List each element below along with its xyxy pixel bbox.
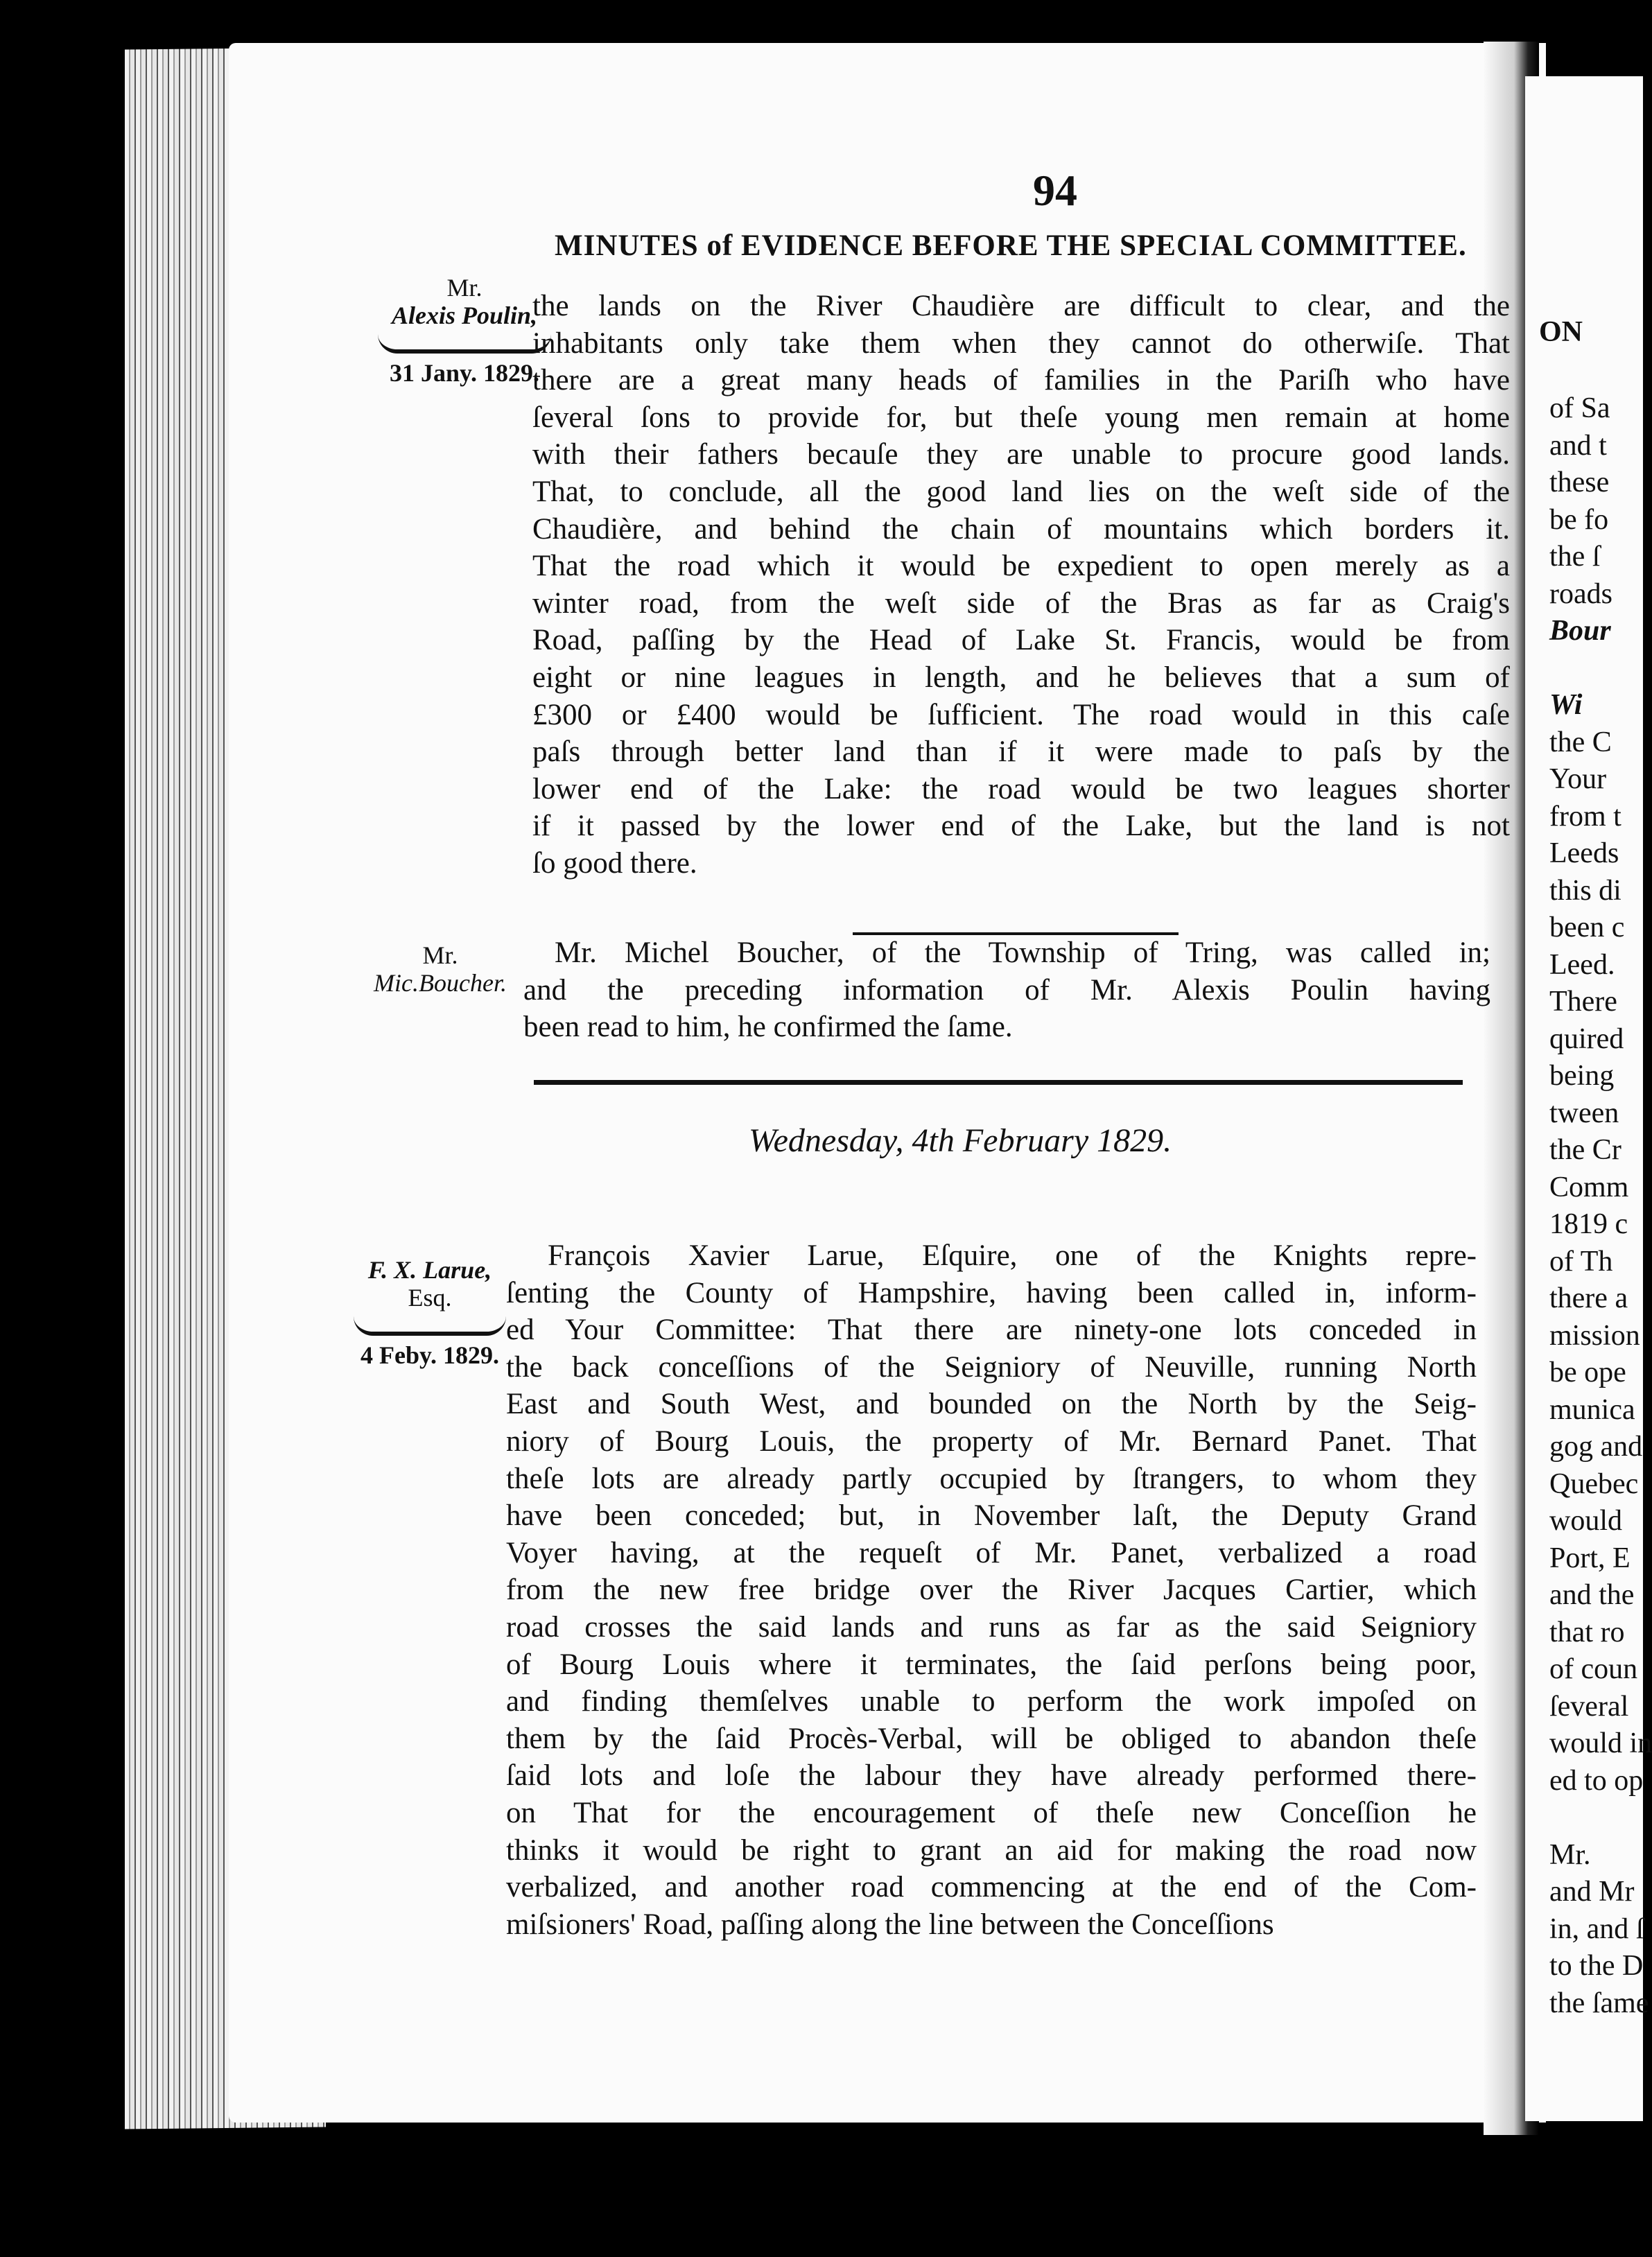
facing-page-line: Quebec [1549, 1467, 1639, 1500]
margin-note-title: Mr. [422, 941, 458, 969]
text-line: François Xavier Larue, Eſquire, one of the Knights repre- [548, 1239, 1477, 1272]
text-line: road crosses the said lands and runs as far as the said Seigniory [506, 1610, 1477, 1644]
text-line: of Bourg Louis where it terminates, the ſaid perſons being poor, [506, 1648, 1477, 1681]
facing-page-line: of Th [1549, 1245, 1613, 1278]
facing-page-line: of coun [1549, 1653, 1638, 1685]
text-line: if it passed by the lower end of the Lake, but the land is not [532, 810, 1510, 843]
margin-note-date: 4 Feby. 1829. [360, 1341, 499, 1369]
facing-page-line: the Cr [1549, 1134, 1621, 1166]
facing-page-running-head: ON [1539, 316, 1583, 348]
facing-page-line: Comm [1549, 1171, 1629, 1203]
margin-note-name: Alexis Poulin, [391, 302, 538, 330]
paragraph-boucher [523, 934, 1490, 1046]
margin-brace [378, 334, 551, 354]
text-line: niory of Bourg Louis, the property of Mr. Bernard Panet. That [506, 1424, 1477, 1458]
facing-page-line: and Mr [1549, 1876, 1635, 1908]
facing-page-line: and t [1549, 429, 1607, 462]
facing-page-line: this di [1549, 874, 1621, 907]
text-line: the back conceſſions of the Seigniory of Neuville, running North [506, 1350, 1477, 1384]
facing-page-line: there a [1549, 1282, 1628, 1314]
paragraph-poulin [532, 288, 1510, 882]
text-line: £300 or £400 would be ſufficient. The road would in this caſe [532, 698, 1510, 731]
text-line: ſeveral ſons to provide for, but theſe young men remain at home [532, 401, 1510, 434]
facing-page-line: roads [1549, 577, 1612, 610]
margin-note-date: 31 Jany. 1829. [389, 358, 540, 387]
facing-page-line: Leed. [1549, 948, 1615, 981]
facing-page-line: being [1549, 1060, 1615, 1092]
text-line: Road, paſſing by the Head of Lake St. Francis, would be from [532, 624, 1510, 657]
facing-page-line: ſeveral [1549, 1690, 1629, 1723]
facing-page-line: the C [1549, 726, 1612, 758]
facing-page-line: Mr. [1549, 1838, 1591, 1871]
text-line: and the preceding information of Mr. Alexis Poulin having [523, 973, 1490, 1007]
facing-page-line: been c [1549, 912, 1625, 943]
text-line: ſaid lots and loſe the labour they have already performed there- [506, 1759, 1477, 1793]
text-line: paſs through better land than if it were made to paſs by the [532, 735, 1510, 769]
text-line: That the road which it would be expedient to open merely as a [532, 550, 1510, 583]
facing-page-line: There [1549, 986, 1617, 1018]
text-line: there are a great many heads of families in the Pariſh who have [532, 364, 1510, 397]
facing-page-line: the ſame [1549, 1987, 1649, 2019]
date-heading: Wednesday, 4th February 1829. [749, 1122, 1172, 1159]
paragraph-larue [506, 1237, 1477, 1943]
text-line: them by the ſaid Procès-Verbal, will be obliged to abandon theſe [506, 1722, 1477, 1755]
text-line: Voyer having, at the requeſt of Mr. Panet, verbalized a road [506, 1536, 1477, 1569]
text-line: Chaudière, and behind the chain of mountains which borders it. [532, 512, 1510, 546]
facing-page-line: to the D [1549, 1950, 1644, 1982]
page-number: 94 [1033, 166, 1077, 215]
text-line: Mr. Michel Boucher, of the Township of Tring, was called in; [555, 936, 1490, 969]
facing-page-line: gog and [1549, 1431, 1643, 1463]
text-line: eight or nine leagues in length, and he believes that a sum of [532, 661, 1510, 694]
facing-page-line: 1819 c [1549, 1208, 1628, 1240]
facing-page-line: Wi [1549, 689, 1583, 721]
facing-page-line: Port, E [1549, 1542, 1631, 1574]
facing-page-line: these [1549, 467, 1610, 498]
margin-note-boucher [326, 941, 555, 997]
text-line: ſenting the County of Hampshire, having been called in, inform- [506, 1276, 1477, 1309]
facing-page-line: Leeds [1549, 837, 1619, 869]
text-line: have been conceded; but, in November laſt, the Deputy Grand [506, 1499, 1477, 1533]
text-line: and finding themſelves unable to perform the work impoſed on [506, 1685, 1477, 1718]
section-divider-long [534, 1080, 1463, 1085]
text-line: theſe lots are already partly occupied by ſtrangers, to whom they [506, 1462, 1477, 1495]
margin-brace [354, 1316, 506, 1336]
facing-page-line: the ſ [1549, 541, 1601, 573]
text-line: the lands on the River Chaudière are difficult to clear, and the [532, 290, 1510, 322]
facing-page-line: would [1549, 1505, 1622, 1537]
facing-page-line: Your [1549, 763, 1607, 795]
text-line: ſo good there. [532, 846, 697, 880]
margin-note-name: F. X. Larue, [367, 1256, 492, 1284]
text-line: That, to conclude, all the good land lies on the weſt side of the [532, 475, 1510, 508]
facing-page-line: munica [1549, 1393, 1635, 1426]
running-head: MINUTES of EVIDENCE BEFORE THE SPECIAL COMMITTEE. [555, 229, 1467, 262]
text-line: winter road, from the weſt side of the Bras as far as Craig's [532, 586, 1510, 620]
text-line: miſsioners' Road, paſſing along the line between the Conceſſions [506, 1908, 1274, 1941]
text-line: on That for the encouragement of theſe new Conceſſion he [506, 1796, 1477, 1829]
facing-page-line: be fo [1549, 503, 1609, 536]
facing-page-line: quired [1549, 1022, 1624, 1055]
text-line: been read to him, he confirmed the ſame. [523, 1011, 1013, 1044]
text-line: verbalized, and another road commencing at the end of the Com- [506, 1871, 1477, 1904]
text-line: with their fathers becauſe they are unable to procure good lands. [532, 438, 1510, 471]
facing-page-line: ed to op [1549, 1764, 1644, 1797]
facing-page-line: and the [1549, 1579, 1635, 1611]
margin-note-title: Mr. [446, 274, 482, 302]
facing-page [1525, 76, 1652, 2121]
facing-page-line: Bour [1549, 615, 1611, 647]
facing-page-line: tween [1549, 1097, 1619, 1129]
facing-page-line: in, and ſ [1549, 1912, 1644, 1945]
margin-note-suffix: Esq. [408, 1284, 452, 1312]
facing-page-line: mission [1549, 1319, 1640, 1352]
text-line: thinks it would be right to grant an aid for making the road now [506, 1833, 1477, 1867]
text-line: East and South West, and bounded on the North by the Seig- [506, 1388, 1477, 1421]
facing-page-line: be ope [1549, 1357, 1626, 1388]
text-line: lower end of the Lake: the road would be two leagues shorter [532, 772, 1510, 805]
facing-page-line: that ro [1549, 1616, 1625, 1648]
margin-note-name: Mic.Boucher. [374, 969, 507, 997]
facing-page-line: would in [1549, 1727, 1652, 1759]
facing-page-line: from t [1549, 800, 1621, 833]
facing-page-line: of Sa [1549, 392, 1610, 424]
text-line: from the new free bridge over the River Jacques Cartier, which [506, 1574, 1477, 1607]
text-line: inhabitants only take them when they cannot do otherwiſe. That [532, 326, 1510, 360]
text-line: ed Your Committee: That there are ninety-one lots conceded in [506, 1314, 1477, 1347]
